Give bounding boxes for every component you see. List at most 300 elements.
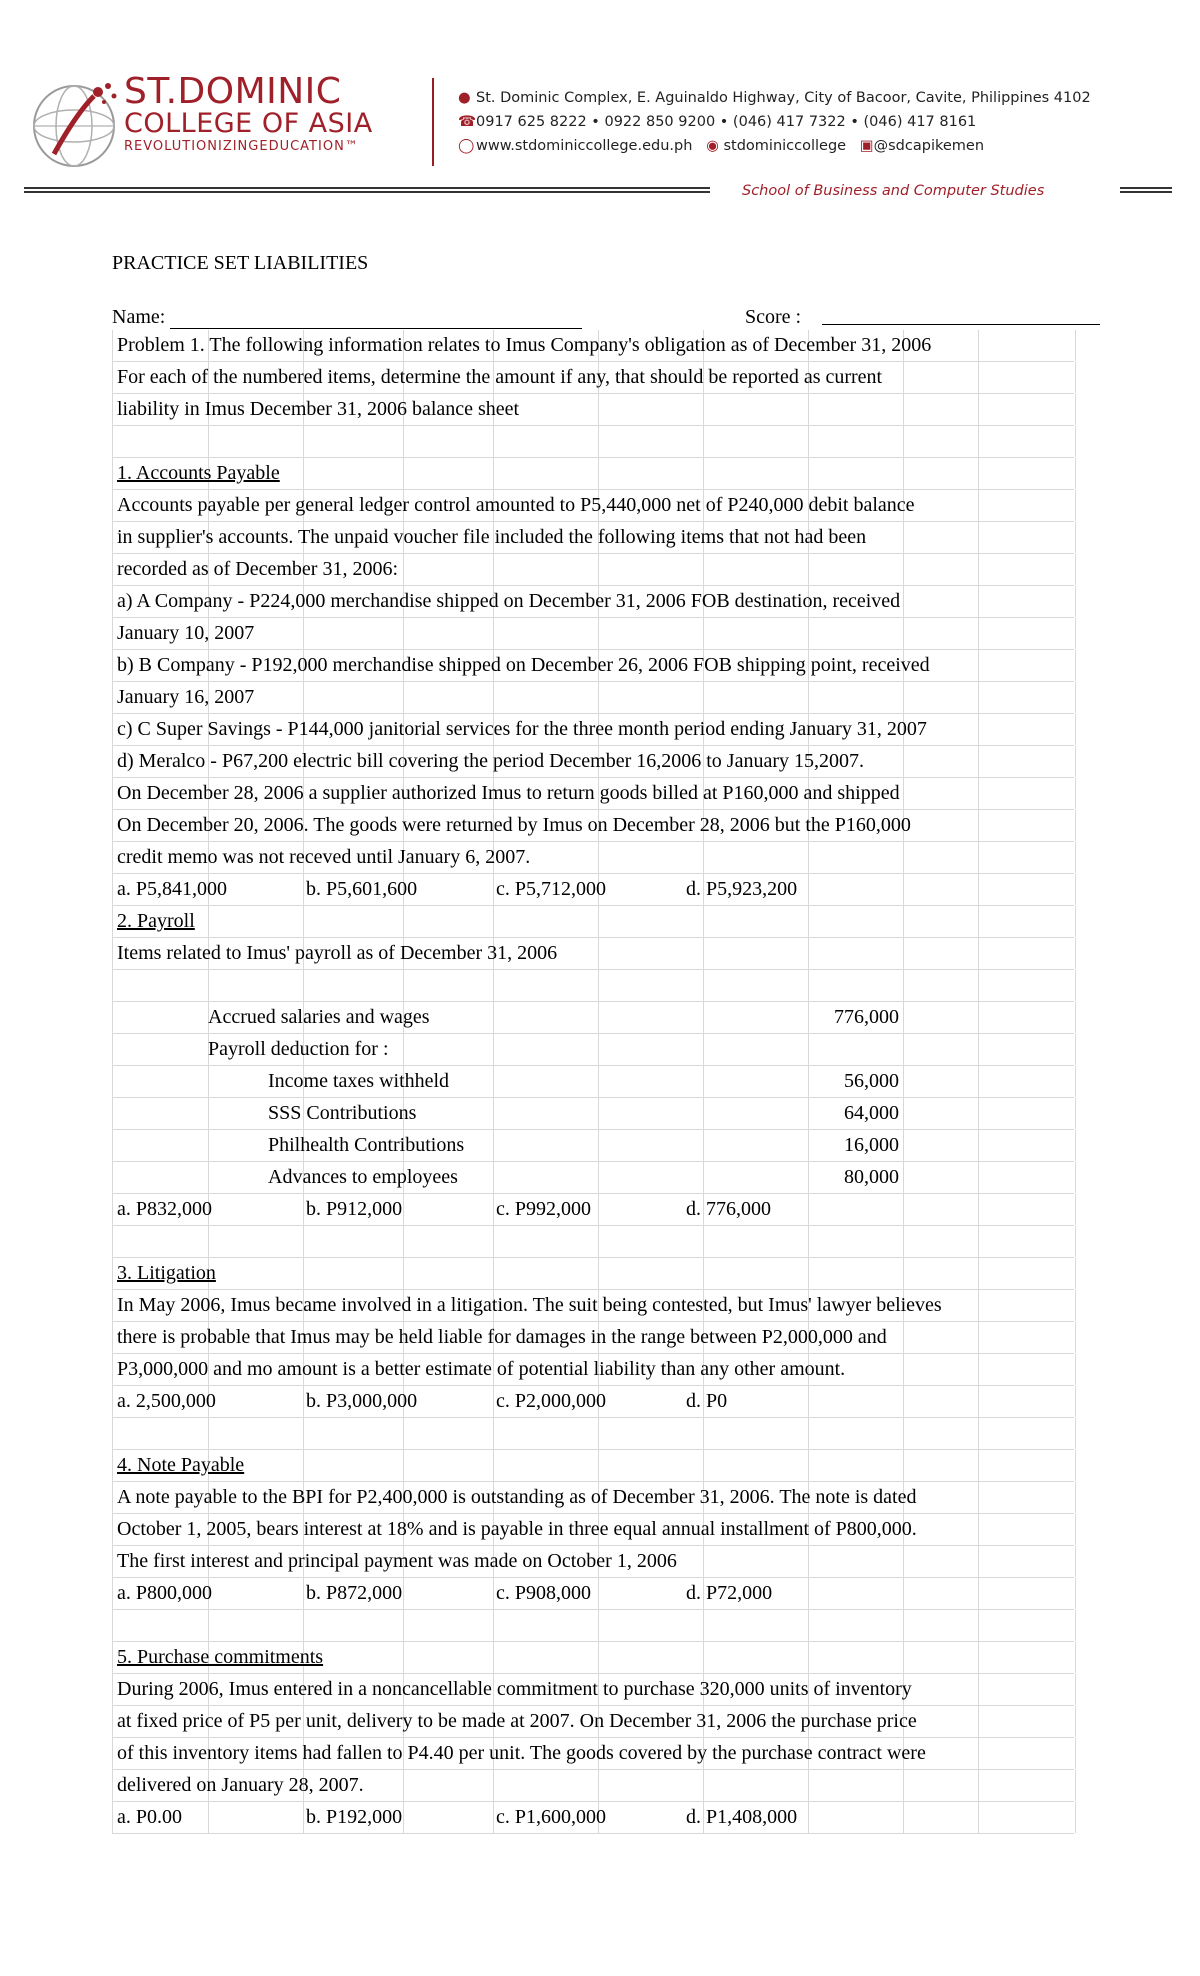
text-line: of this inventory items had fallen to P4.40 per unit. The goods covered by the purchase contract were	[117, 1742, 926, 1764]
grid-line	[978, 650, 979, 681]
grid-line	[903, 394, 904, 425]
text-line: The first interest and principal payment was made on October 1, 2006	[117, 1550, 677, 1572]
grid-line	[808, 1386, 809, 1417]
grid-line	[403, 1610, 404, 1641]
sheet-row	[112, 1770, 1074, 1802]
text-line: credit memo was not receved until January 6, 2007.	[117, 846, 531, 868]
section-heading: 2. Payroll	[117, 910, 195, 932]
school-name-line2: COLLEGE OF ASIA	[124, 108, 373, 139]
grid-line	[403, 1226, 404, 1257]
grid-line	[1075, 1226, 1076, 1257]
grid-line	[703, 906, 704, 937]
globe-icon: ◯	[458, 138, 475, 154]
grid-line	[808, 1418, 809, 1449]
payroll-item: Philhealth Contributions	[268, 1134, 465, 1156]
grid-line	[978, 1418, 979, 1449]
grid-line	[808, 842, 809, 873]
text-line: recorded as of December 31, 2006:	[117, 558, 398, 580]
grid-line	[303, 1578, 304, 1609]
grid-line	[1075, 458, 1076, 489]
grid-line	[978, 586, 979, 617]
grid-line	[303, 1194, 304, 1225]
grid-line	[1075, 1034, 1076, 1065]
grid-line	[978, 906, 979, 937]
grid-line	[703, 1642, 704, 1673]
grid-line	[303, 1610, 304, 1641]
grid-line	[808, 618, 809, 649]
text-line: P3,000,000 and mo amount is a better estimate of potential liability than any other amount.	[117, 1358, 846, 1380]
grid-line	[403, 970, 404, 1001]
grid-line	[493, 682, 494, 713]
answer-choice: d. P72,000	[686, 1582, 773, 1604]
instagram-icon: ▣	[859, 138, 874, 154]
grid-line	[703, 394, 704, 425]
sheet-row	[112, 714, 1074, 746]
grid-line	[808, 1770, 809, 1801]
school-tagline: REVOLUTIONIZINGEDUCATION™	[124, 139, 359, 154]
grid-line	[978, 426, 979, 457]
grid-line	[208, 906, 209, 937]
grid-line	[598, 1162, 599, 1193]
grid-line	[978, 1322, 979, 1353]
text-line: there is probable that Imus may be held liable for damages in the range between P2,000,000 and	[117, 1326, 887, 1348]
grid-line	[903, 1194, 904, 1225]
grid-line	[978, 1066, 979, 1097]
grid-line	[598, 1770, 599, 1801]
sheet-row	[112, 1578, 1074, 1610]
grid-line	[903, 938, 904, 969]
grid-line	[808, 1642, 809, 1673]
text-line: A note payable to the BPI for P2,400,000 is outstanding as of December 31, 2006. The note is dated	[117, 1486, 917, 1508]
grid-line	[978, 1610, 979, 1641]
grid-line	[1075, 1002, 1076, 1033]
grid-line	[703, 1770, 704, 1801]
grid-line	[403, 1802, 404, 1833]
website-link[interactable]: www.stdominiccollege.edu.ph	[476, 138, 693, 154]
grid-line	[903, 362, 904, 393]
facebook-icon: ◉	[706, 138, 719, 154]
grid-line	[208, 1610, 209, 1641]
grid-line	[493, 1770, 494, 1801]
grid-line	[208, 1098, 209, 1129]
answer-choice: b. P192,000	[306, 1806, 403, 1828]
grid-line	[703, 1258, 704, 1289]
grid-line	[1075, 426, 1076, 457]
grid-line	[1075, 554, 1076, 585]
grid-line	[493, 1386, 494, 1417]
page-title: PRACTICE SET LIABILITIES	[112, 252, 369, 274]
grid-line	[598, 1034, 599, 1065]
grid-line	[903, 1386, 904, 1417]
answer-choice: b. P912,000	[306, 1198, 403, 1220]
sheet-row	[112, 1802, 1074, 1834]
sheet-row	[112, 1066, 1074, 1098]
grid-line	[493, 1418, 494, 1449]
text-line: liability in Imus December 31, 2006 balance sheet	[117, 398, 520, 420]
grid-line	[303, 970, 304, 1001]
grid-line	[703, 426, 704, 457]
sheet-row	[112, 426, 1074, 458]
sheet-row	[112, 682, 1074, 714]
instagram-handle[interactable]: @sdcapikemen	[873, 138, 985, 154]
name-field[interactable]	[170, 310, 582, 329]
text-line: delivered on January 28, 2007.	[117, 1774, 364, 1796]
grid-line	[403, 1258, 404, 1289]
grid-line	[1075, 490, 1076, 521]
worksheet	[112, 330, 1074, 1834]
sheet-row	[112, 810, 1074, 842]
grid-line	[1075, 714, 1076, 745]
score-field[interactable]	[822, 306, 1100, 325]
grid-line	[1075, 618, 1076, 649]
grid-line	[493, 1610, 494, 1641]
grid-line	[978, 746, 979, 777]
grid-line	[978, 1514, 979, 1545]
grid-line	[1075, 1482, 1076, 1513]
grid-line	[493, 1130, 494, 1161]
grid-line	[598, 1098, 599, 1129]
sheet-row	[112, 778, 1074, 810]
grid-line	[808, 1258, 809, 1289]
grid-line	[703, 1002, 704, 1033]
answer-choice: c. P1,600,000	[496, 1806, 606, 1828]
grid-line	[1075, 1514, 1076, 1545]
sheet-row	[112, 618, 1074, 650]
grid-line	[903, 1066, 904, 1097]
grid-line	[1075, 1098, 1076, 1129]
sheet-row	[112, 330, 1074, 362]
grid-line	[303, 1450, 304, 1481]
college-logo	[24, 74, 134, 174]
grid-line	[978, 1738, 979, 1769]
sheet-row	[112, 1162, 1074, 1194]
grid-line	[493, 618, 494, 649]
grid-line	[493, 970, 494, 1001]
sheet-row	[112, 1194, 1074, 1226]
sheet-row	[112, 1610, 1074, 1642]
grid-line	[1075, 1418, 1076, 1449]
grid-line	[303, 906, 304, 937]
grid-line	[303, 874, 304, 905]
grid-line	[703, 682, 704, 713]
grid-line	[303, 618, 304, 649]
grid-line	[903, 1450, 904, 1481]
grid-line	[1075, 970, 1076, 1001]
grid-line	[1075, 1738, 1076, 1769]
grid-line	[903, 1162, 904, 1193]
grid-line	[1075, 1610, 1076, 1641]
grid-line	[978, 938, 979, 969]
grid-line	[703, 1034, 704, 1065]
sheet-row	[112, 522, 1074, 554]
grid-line	[703, 1450, 704, 1481]
grid-line	[403, 1642, 404, 1673]
text-line: During 2006, Imus entered in a noncancellable commitment to purchase 320,000 units of inventory	[117, 1678, 912, 1700]
text-line: For each of the numbered items, determine the amount if any, that should be reported as current	[117, 366, 883, 388]
grid-line	[808, 1610, 809, 1641]
text-line: In May 2006, Imus became involved in a litigation. The suit being contested, but Imus' lawyer believes	[117, 1294, 942, 1316]
grid-line	[808, 554, 809, 585]
sheet-row	[112, 1450, 1074, 1482]
grid-line	[978, 618, 979, 649]
grid-line	[403, 1578, 404, 1609]
grid-line	[808, 426, 809, 457]
text-line: Items related to Imus' payroll as of December 31, 2006	[117, 942, 558, 964]
grid-line	[598, 938, 599, 969]
answer-choice: d. P5,923,200	[686, 878, 798, 900]
grid-line	[903, 1802, 904, 1833]
section-heading: 3. Litigation	[117, 1262, 216, 1284]
grid-line	[1075, 682, 1076, 713]
grid-line	[208, 1130, 209, 1161]
name-score-row	[112, 306, 1092, 332]
sheet-row	[112, 1258, 1074, 1290]
grid-line	[978, 810, 979, 841]
sheet-row	[112, 938, 1074, 970]
grid-line	[1075, 650, 1076, 681]
answer-choice: b. P872,000	[306, 1582, 403, 1604]
sheet-row	[112, 490, 1074, 522]
sheet-row	[112, 746, 1074, 778]
sheet-row	[112, 1290, 1074, 1322]
grid-line	[978, 1450, 979, 1481]
grid-line	[598, 906, 599, 937]
grid-line	[703, 938, 704, 969]
grid-line	[1075, 1578, 1076, 1609]
payroll-amount: 776,000	[834, 1006, 899, 1028]
grid-line	[493, 1802, 494, 1833]
grid-line	[1075, 362, 1076, 393]
sheet-row	[112, 906, 1074, 938]
answer-choice: a. 2,500,000	[117, 1390, 216, 1412]
grid-line	[493, 874, 494, 905]
section-heading: 1. Accounts Payable	[117, 462, 280, 484]
grid-line	[493, 1450, 494, 1481]
grid-line	[303, 1802, 304, 1833]
grid-line	[403, 906, 404, 937]
grid-line	[903, 586, 904, 617]
phone-icon: ☎	[458, 114, 477, 130]
grid-line	[1075, 330, 1076, 361]
grid-line	[703, 554, 704, 585]
grid-line	[703, 1066, 704, 1097]
grid-line	[978, 330, 979, 361]
grid-line	[1075, 1130, 1076, 1161]
payroll-amount: 80,000	[844, 1166, 899, 1188]
grid-line	[493, 1578, 494, 1609]
grid-line	[1075, 1642, 1076, 1673]
text-line: Problem 1. The following information relates to Imus Company's obligation as of December 31, 2006	[117, 334, 932, 356]
sheet-row	[112, 1514, 1074, 1546]
grid-line	[303, 426, 304, 457]
grid-line	[808, 970, 809, 1001]
name-label: Name:	[112, 306, 166, 328]
payroll-amount: 56,000	[844, 1070, 899, 1092]
grid-line	[703, 1130, 704, 1161]
grid-line	[493, 458, 494, 489]
grid-line	[598, 1226, 599, 1257]
grid-line	[598, 618, 599, 649]
sheet-row	[112, 1546, 1074, 1578]
grid-line	[903, 682, 904, 713]
grid-line	[493, 1066, 494, 1097]
grid-line	[903, 522, 904, 553]
grid-line	[903, 1226, 904, 1257]
sheet-row	[112, 554, 1074, 586]
grid-line	[978, 1162, 979, 1193]
sheet-row	[112, 1002, 1074, 1034]
address: St. Dominic Complex, E. Aguinaldo Highway, City of Bacoor, Cavite, Philippines 4102	[476, 90, 1091, 106]
grid-line	[703, 1418, 704, 1449]
payroll-item: SSS Contributions	[268, 1102, 417, 1124]
sheet-row	[112, 1098, 1074, 1130]
grid-line	[598, 1418, 599, 1449]
grid-line	[703, 1226, 704, 1257]
text-line: On December 28, 2006 a supplier authorized Imus to return goods billed at P160,000 and shipped	[117, 782, 900, 804]
grid-line	[303, 1418, 304, 1449]
grid-line	[1075, 1194, 1076, 1225]
grid-line	[403, 1418, 404, 1449]
department-bar	[24, 183, 1172, 201]
text-line: January 16, 2007	[117, 686, 255, 708]
facebook-handle[interactable]: stdominiccollege	[723, 138, 847, 154]
grid-line	[978, 458, 979, 489]
grid-line	[703, 1098, 704, 1129]
section-heading: 5. Purchase commitments	[117, 1646, 324, 1668]
grid-line	[808, 906, 809, 937]
grid-line	[978, 714, 979, 745]
grid-line	[978, 554, 979, 585]
grid-line	[598, 970, 599, 1001]
grid-line	[1075, 1290, 1076, 1321]
grid-line	[1075, 1066, 1076, 1097]
grid-line	[1075, 1322, 1076, 1353]
grid-line	[1075, 1162, 1076, 1193]
grid-line	[978, 1770, 979, 1801]
grid-line	[598, 1578, 599, 1609]
text-line: in supplier's accounts. The unpaid voucher file included the following items that not had been	[117, 526, 867, 548]
answer-choice: a. P0.00	[117, 1806, 182, 1828]
score-label: Score :	[745, 306, 802, 328]
grid-line	[598, 554, 599, 585]
text-line: Accounts payable per general ledger control amounted to P5,440,000 net of P240,000 debit balance	[117, 494, 915, 516]
grid-line	[978, 362, 979, 393]
grid-line	[903, 426, 904, 457]
answer-choice: b. P3,000,000	[306, 1390, 418, 1412]
grid-line	[978, 682, 979, 713]
grid-line	[978, 1802, 979, 1833]
grid-line	[978, 970, 979, 1001]
grid-line	[208, 1226, 209, 1257]
grid-line	[1075, 842, 1076, 873]
grid-line	[808, 938, 809, 969]
grid-line	[493, 1034, 494, 1065]
department-rule-right	[1120, 187, 1172, 193]
grid-line	[493, 1162, 494, 1193]
grid-line	[903, 746, 904, 777]
answer-choice: a. P5,841,000	[117, 878, 227, 900]
grid-line	[703, 458, 704, 489]
grid-line	[493, 1002, 494, 1033]
grid-line	[303, 1226, 304, 1257]
grid-line	[903, 554, 904, 585]
grid-line	[1075, 394, 1076, 425]
text-line: January 10, 2007	[117, 622, 255, 644]
payroll-amount: 64,000	[844, 1102, 899, 1124]
grid-line	[978, 1002, 979, 1033]
grid-line	[903, 1322, 904, 1353]
grid-line	[1075, 778, 1076, 809]
grid-line	[978, 1482, 979, 1513]
payroll-item: Advances to employees	[268, 1166, 458, 1188]
department-rule-left	[24, 187, 710, 193]
grid-line	[808, 1802, 809, 1833]
grid-line	[598, 426, 599, 457]
grid-line	[978, 778, 979, 809]
grid-line	[978, 1642, 979, 1673]
grid-line	[1075, 746, 1076, 777]
contact-info	[458, 86, 1091, 158]
text-line: October 1, 2005, bears interest at 18% and is payable in three equal annual installment of P800,000.	[117, 1518, 917, 1540]
grid-line	[903, 1258, 904, 1289]
grid-line	[703, 1610, 704, 1641]
grid-line	[1075, 1770, 1076, 1801]
sheet-row	[112, 842, 1074, 874]
grid-line	[903, 970, 904, 1001]
sheet-row	[112, 362, 1074, 394]
sheet-row	[112, 1642, 1074, 1674]
phone-numbers: 0917 625 8222 • 0922 850 9200 • (046) 417 7322 • (046) 417 8161	[476, 114, 977, 130]
grid-line	[903, 618, 904, 649]
grid-line	[978, 1290, 979, 1321]
grid-line	[208, 1418, 209, 1449]
sheet-row	[112, 1034, 1074, 1066]
grid-line	[493, 1642, 494, 1673]
answer-choice: d. P0	[686, 1390, 728, 1412]
grid-line	[978, 1354, 979, 1385]
grid-line	[903, 1034, 904, 1065]
grid-line	[403, 618, 404, 649]
grid-line	[303, 682, 304, 713]
grid-line	[978, 394, 979, 425]
grid-line	[1075, 1674, 1076, 1705]
text-line: b) B Company - P192,000 merchandise shipped on December 26, 2006 FOB shipping point, received	[117, 654, 930, 676]
grid-line	[208, 970, 209, 1001]
grid-line	[303, 458, 304, 489]
grid-line	[808, 458, 809, 489]
grid-line	[208, 1802, 209, 1833]
grid-line	[903, 842, 904, 873]
grid-line	[903, 1098, 904, 1129]
text-line: c) C Super Savings - P144,000 janitorial services for the three month period ending January 31, 2007	[117, 718, 927, 740]
answer-choice: d. 776,000	[686, 1198, 771, 1220]
grid-line	[598, 1066, 599, 1097]
text-line: On December 20, 2006. The goods were returned by Imus on December 28, 2006 but the P160,000	[117, 814, 911, 836]
grid-line	[1075, 938, 1076, 969]
grid-line	[903, 778, 904, 809]
grid-line	[493, 426, 494, 457]
grid-line	[1075, 1258, 1076, 1289]
sheet-row	[112, 1354, 1074, 1386]
grid-line	[598, 1194, 599, 1225]
grid-line	[1075, 1546, 1076, 1577]
grid-line	[598, 1258, 599, 1289]
grid-line	[978, 1098, 979, 1129]
grid-line	[208, 1162, 209, 1193]
sheet-row	[112, 586, 1074, 618]
grid-line	[703, 618, 704, 649]
sheet-row	[112, 1322, 1074, 1354]
